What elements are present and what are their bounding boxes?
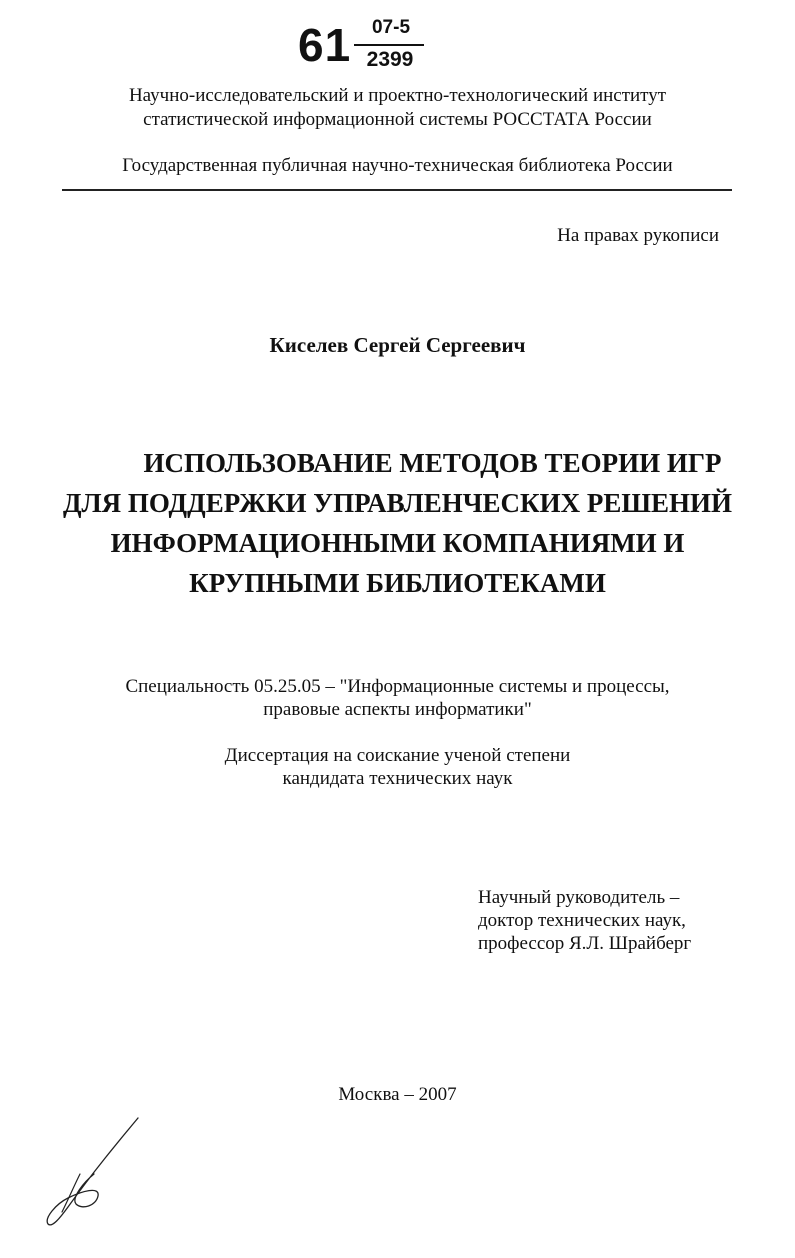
degree-line: кандидата технических наук [282,768,513,789]
stamp-bottom-number: 2399 [366,48,414,71]
institute-line: статистической информационной системы РОССТАТА России [143,109,652,130]
supervisor-line: доктор технических наук, [478,910,686,931]
title-line: КРУПНЫМИ БИБЛИОТЕКАМИ [189,568,606,598]
header-divider [62,189,732,191]
city-year: Москва – 2007 [338,1084,457,1105]
specialty [60,675,735,721]
title-line: ДЛЯ ПОДДЕРЖКИ УПРАВЛЕНЧЕСКИХ РЕШЕНИЙ [62,488,733,518]
title-line: ИНФОРМАЦИОННЫМИ КОМПАНИЯМИ И [110,528,685,558]
supervisor-line: Научный руководитель – [478,887,680,908]
manuscript-rights-note: На правах рукописи [557,225,719,246]
library-stamp [298,18,438,78]
specialty-line: правовые аспекты информатики" [263,699,532,720]
supervisor-line: профессор Я.Л. Шрайберг [478,933,692,954]
title-line: ИСПОЛЬЗОВАНИЕ МЕТОДОВ ТЕОРИИ ИГР [143,448,722,478]
handwritten-signature-icon [38,1112,148,1232]
dissertation-title [40,443,755,603]
degree-line: Диссертация на соискание ученой степени [224,745,571,766]
supervisor-block [478,886,758,955]
institute-line: Научно-исследовательский и проектно-технологический институт [128,85,667,106]
degree-statement [60,744,735,790]
stamp-fraction-line [354,44,424,46]
author-name: Киселев Сергей Сергеевич [269,333,526,357]
stamp-main-number: 61 [298,19,352,71]
library-name: Государственная публичная научно-техническая библиотека России [122,155,673,176]
institute-name [60,84,735,132]
specialty-line: Специальность 05.25.05 – "Информационные системы и процессы, [125,676,670,697]
stamp-top-number: 07-5 [371,17,411,38]
